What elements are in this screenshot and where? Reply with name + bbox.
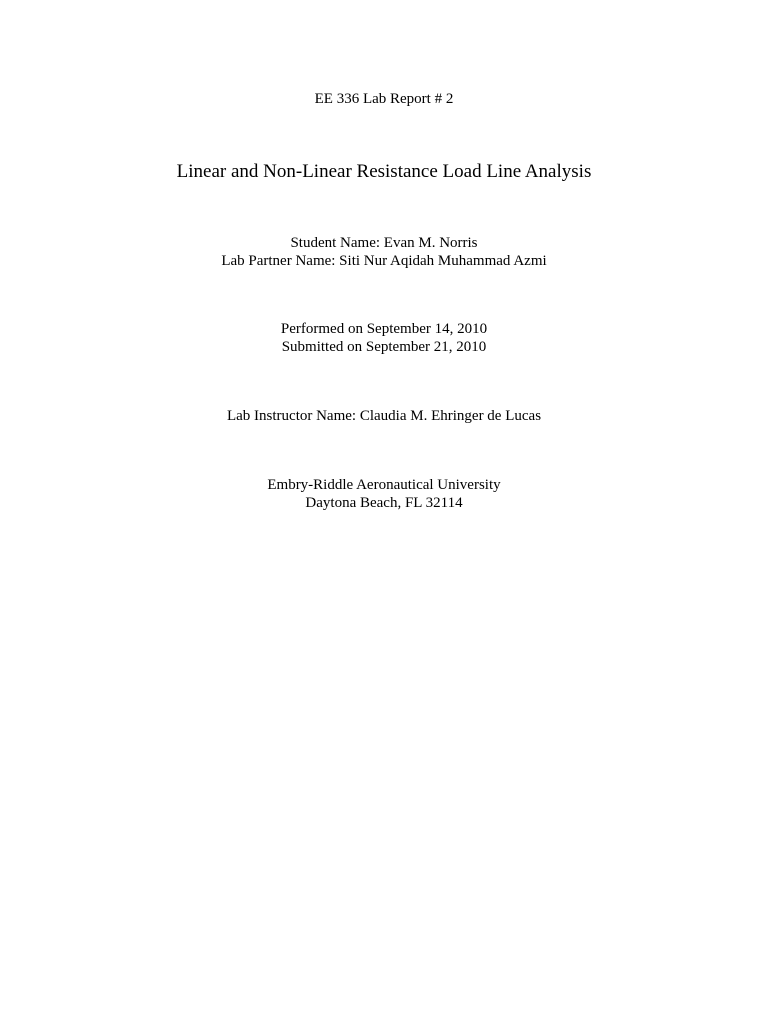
university-name: Embry-Riddle Aeronautical University bbox=[267, 477, 501, 493]
report-title: Linear and Non-Linear Resistance Load Line Analysis bbox=[176, 161, 592, 182]
course-report-line: EE 336 Lab Report # 2 bbox=[314, 91, 454, 107]
lab-instructor-name: Lab Instructor Name: Claudia M. Ehringer de Lucas bbox=[226, 408, 542, 424]
student-name: Student Name: Evan M. Norris bbox=[290, 235, 478, 251]
performed-date: Performed on September 14, 2010 bbox=[280, 321, 488, 337]
university-location: Daytona Beach, FL 32114 bbox=[305, 495, 463, 511]
submitted-date: Submitted on September 21, 2010 bbox=[281, 339, 487, 355]
lab-partner-name: Lab Partner Name: Siti Nur Aqidah Muhammad Azmi bbox=[221, 253, 547, 269]
